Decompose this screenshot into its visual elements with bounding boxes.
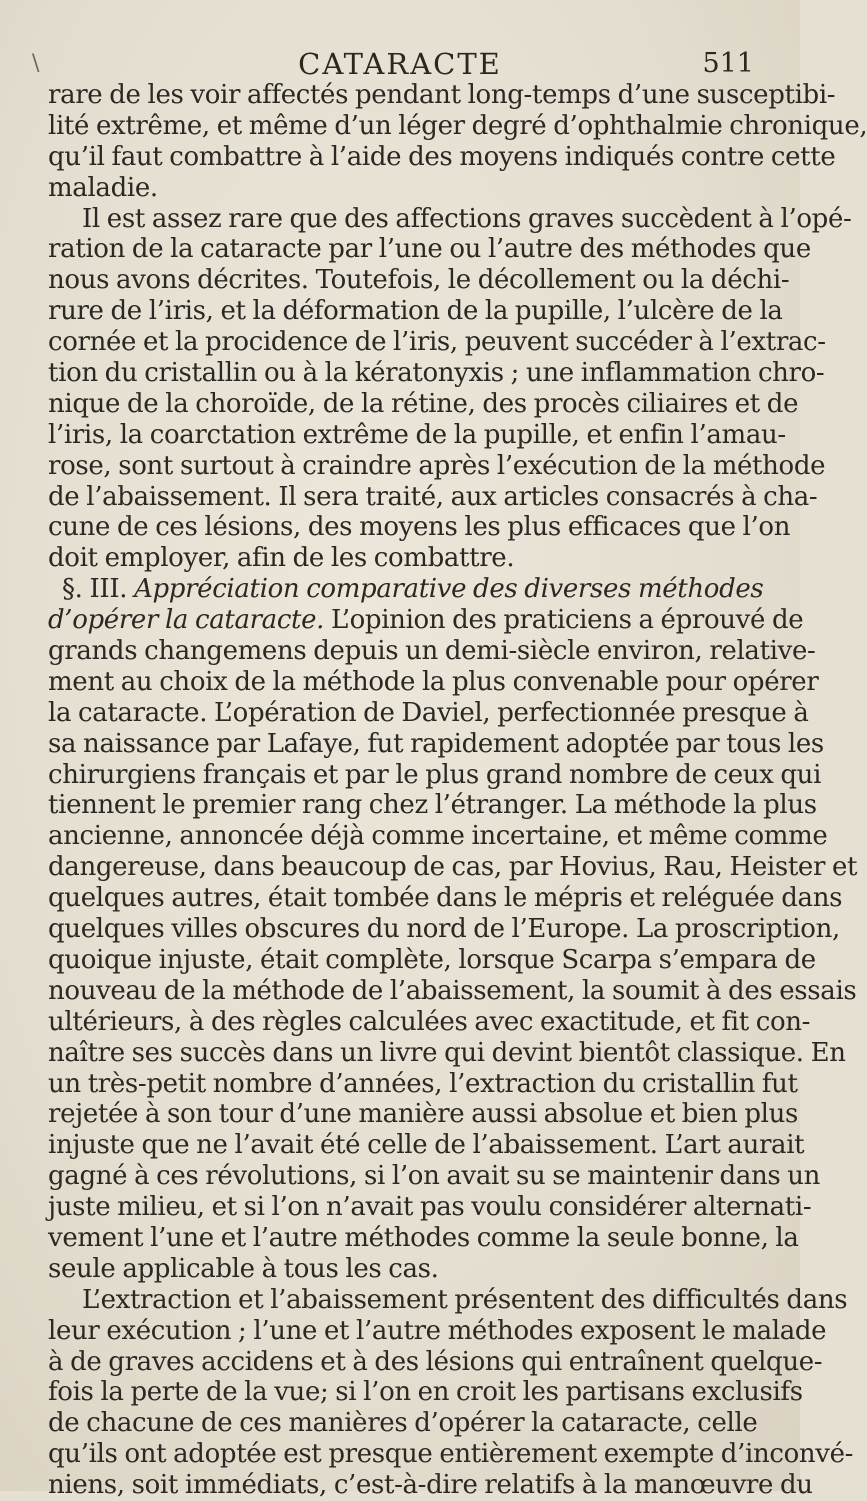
text-line: Il est assez rare que des affections graves succèdent à l’opé- bbox=[82, 203, 852, 234]
text-line: doit employer, afin de les combattre. bbox=[48, 543, 515, 574]
text-line: cornée et la procidence de l’iris, peuvent succéder à l’extrac- bbox=[48, 327, 826, 358]
text-line: fois la perte de la vue; si l’on en croit les partisans exclusifs bbox=[48, 1377, 803, 1408]
text-line: qu’il faut combattre à l’aide des moyens indiqués contre cette bbox=[48, 141, 836, 172]
text-line: à de graves accidens et à des lésions qui entraînent quelque- bbox=[48, 1346, 823, 1377]
paragraph-start: L’opinion des praticiens a éprouvé de bbox=[331, 605, 804, 636]
text-line: nique de la choroïde, de la rétine, des procès ciliaires et de bbox=[48, 388, 799, 419]
text-line: lité extrême, et même d’un léger degré d’ophthalmie chronique, bbox=[48, 110, 867, 141]
section-heading-line bbox=[48, 574, 770, 605]
text-line: rure de l’iris, et la déformation de la pupille, l’ulcère de la bbox=[48, 296, 783, 327]
running-title: CATARACTE bbox=[298, 47, 502, 81]
text-line: leur exécution ; l’une et l’autre méthodes exposent le malade bbox=[48, 1315, 827, 1346]
text-line: sa naissance par Lafaye, fut rapidement adoptée par tous les bbox=[48, 728, 824, 759]
text-line: ultérieurs, à des règles calculées avec exactitude, et fit con- bbox=[48, 1006, 811, 1037]
text-line: vement l’une et l’autre méthodes comme la seule bonne, la bbox=[48, 1222, 799, 1253]
text-line: seule applicable à tous les cas. bbox=[48, 1253, 439, 1284]
text-line: rejetée à son tour d’une manière aussi absolue et bien plus bbox=[48, 1099, 799, 1130]
text-line: qu’ils ont adoptée est presque entièrement exempte d’inconvé- bbox=[48, 1439, 854, 1470]
running-header bbox=[0, 44, 800, 84]
text-line: tiennent le premier rang chez l’étranger. La méthode la plus bbox=[48, 790, 817, 821]
section-number: §. III. bbox=[62, 574, 128, 605]
text-line: quelques villes obscures du nord de l’Europe. La proscription, bbox=[48, 914, 840, 945]
text-line: un très-petit nombre d’années, l’extraction du cristallin fut bbox=[48, 1068, 798, 1099]
text-line: ration de la cataracte par l’une ou l’autre des méthodes que bbox=[48, 234, 811, 265]
section-title-continued: d’opérer la cataracte. bbox=[48, 605, 325, 636]
text-line: de chacune de ces manières d’opérer la cataracte, celle bbox=[48, 1408, 758, 1439]
text-line: naître ses succès dans un livre qui devint bientôt classique. En bbox=[48, 1037, 846, 1068]
margin-mark: \ bbox=[32, 51, 40, 76]
text-line: cune de ces lésions, des moyens les plus efficaces que l’on bbox=[48, 512, 791, 543]
text-line: tion du cristallin ou à la kératonyxis ; une inflammation chro- bbox=[48, 358, 825, 389]
text-line: nous avons décrites. Toutefois, le décollement ou la déchi- bbox=[48, 265, 790, 296]
text-line: nouveau de la méthode de l’abaissement, la soumit à des essais bbox=[48, 975, 857, 1006]
text-line: dangereuse, dans beaucoup de cas, par Hovius, Rau, Heister et bbox=[48, 852, 858, 883]
text-line: grands changemens depuis un demi-siècle environ, relative- bbox=[48, 636, 816, 667]
text-line: de l’abaissement. Il sera traité, aux articles consacrés à cha- bbox=[48, 481, 818, 512]
text-line: gagné à ces révolutions, si l’on avait su se maintenir dans un bbox=[48, 1161, 821, 1192]
text-line: la cataracte. L’opération de Daviel, perfectionnée presque à bbox=[48, 697, 809, 728]
section-heading-line bbox=[48, 605, 804, 636]
text-line: rare de les voir affectés pendant long-temps d’une susceptibi- bbox=[48, 80, 836, 110]
text-line: quelques autres, était tombée dans le mépris et reléguée dans bbox=[48, 883, 843, 914]
section-title: Appréciation comparative des diverses méthodes bbox=[134, 574, 764, 605]
text-line: quoique injuste, était complète, lorsque Scarpa s’empara de bbox=[48, 944, 816, 975]
text-line: L’extraction et l’abaissement présentent des difficultés dans bbox=[82, 1284, 848, 1315]
text-line: juste milieu, et si l’on n’avait pas voulu considérer alternati- bbox=[48, 1192, 812, 1223]
page-number: 511 bbox=[702, 48, 754, 79]
text-line: ancienne, annoncée déjà comme incertaine, et même comme bbox=[48, 821, 828, 852]
text-line: chirurgiens français et par le plus grand nombre de ceux qui bbox=[48, 759, 822, 790]
text-line: niens, soit immédiats, c’est-à-dire relatifs à la manœuvre du bbox=[48, 1470, 813, 1501]
text-line: l’iris, la coarctation extrême de la pupille, et enfin l’amau- bbox=[48, 419, 786, 450]
text-line: ment au choix de la méthode la plus convenable pour opérer bbox=[48, 666, 819, 697]
text-line: injuste que ne l’avait été celle de l’abaissement. L’art aurait bbox=[48, 1130, 805, 1161]
text-line: rose, sont surtout à craindre après l’exécution de la méthode bbox=[48, 450, 826, 481]
body-text bbox=[48, 80, 867, 1501]
text-line: maladie. bbox=[48, 172, 158, 203]
